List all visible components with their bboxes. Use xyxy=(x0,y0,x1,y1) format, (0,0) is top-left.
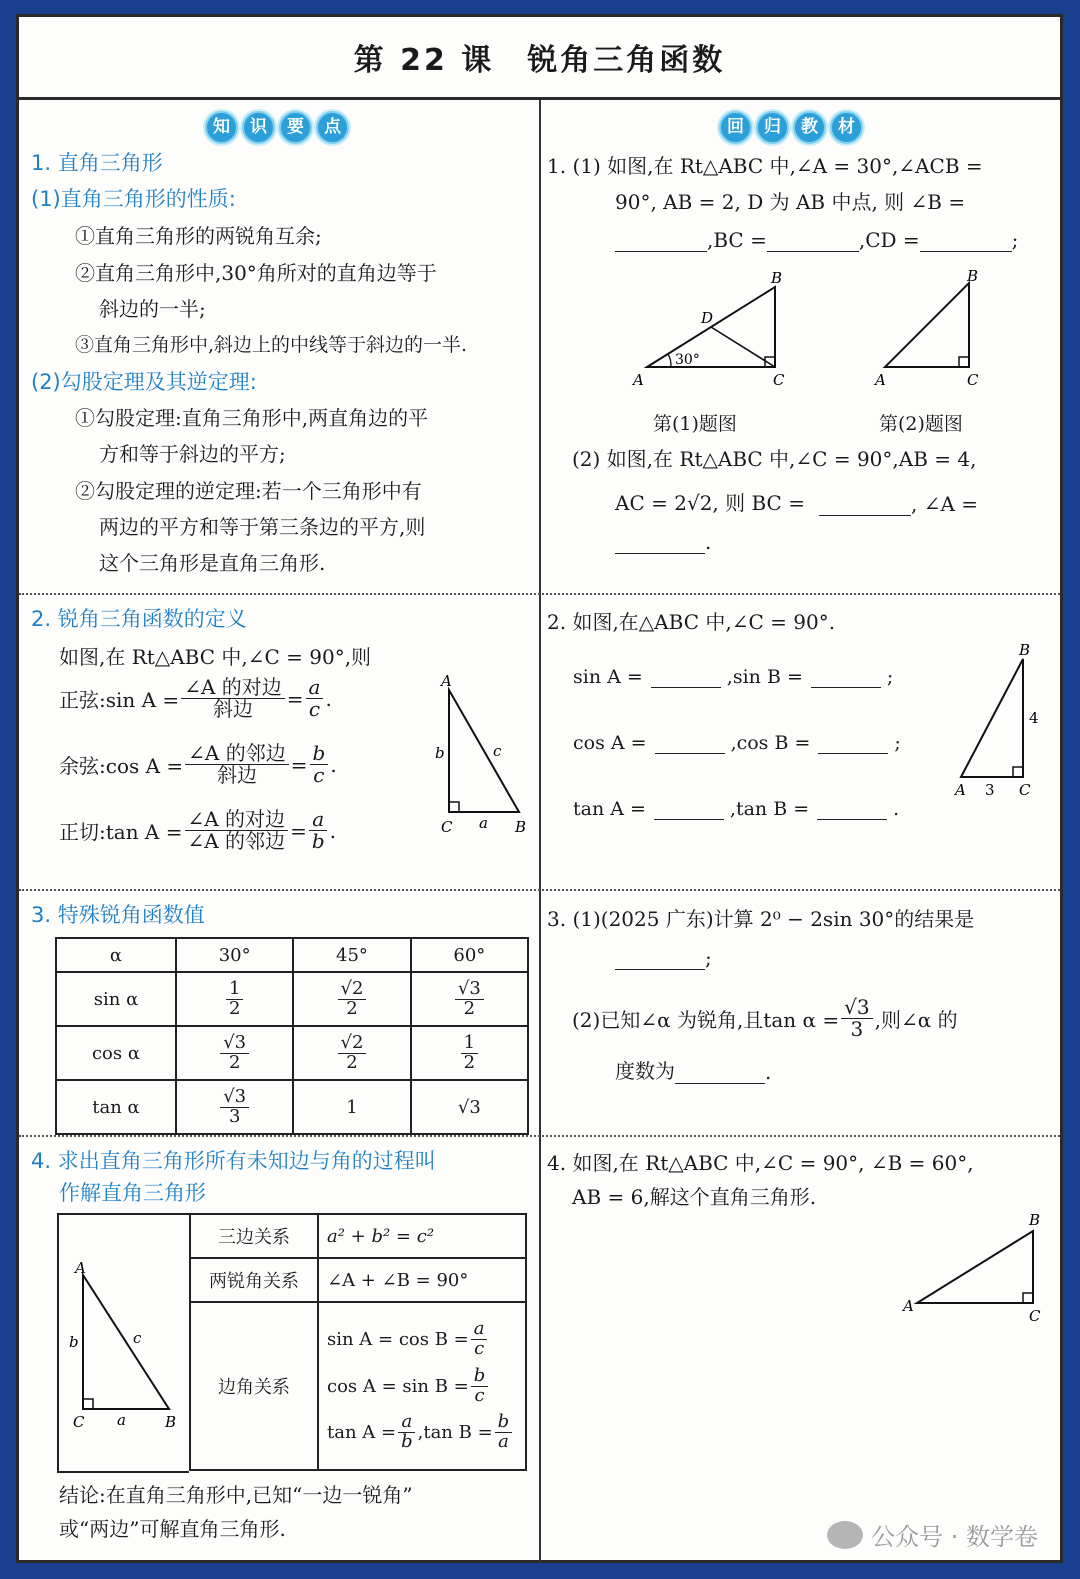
property-2-cont: 斜边的一半; xyxy=(99,297,206,321)
pythagoras-2: ②勾股定理的逆定理:若一个三角形中有 xyxy=(75,479,422,503)
table-header: 60° xyxy=(411,938,528,972)
relation-label: 两锐角关系 xyxy=(190,1258,318,1302)
svg-text:A: A xyxy=(633,371,644,389)
svg-text:C: C xyxy=(773,371,785,389)
section-1-sub-1: (1)直角三角形的性质: xyxy=(31,187,236,211)
table-header: 30° xyxy=(176,938,293,972)
q1-part-2-line-2: AC = 2√2, 则 BC = , ∠A = xyxy=(615,491,979,516)
svg-text:D: D xyxy=(701,309,714,327)
special-values-table: α 30° 45° 60° sin α $\frac{1}{2}$ $\frac{√2}{2}$ $\frac{√3}{2}$ cos α $\frac{√3}{2}$ $\frac{√2}{2}$ $\frac{1}{2}$ tan α $\frac{√3}{3}$ 1 √3 xyxy=(55,937,529,1135)
q3-line-3: 度数为 . xyxy=(615,1059,772,1084)
section-1-heading: 1. 直角三角形 xyxy=(31,151,163,175)
header-char: 归 xyxy=(756,111,789,144)
q1-figure-2 xyxy=(869,269,999,399)
answer-blank[interactable] xyxy=(655,723,725,754)
relation-value: a² + b² = c² xyxy=(318,1214,526,1258)
svg-text:B: B xyxy=(515,818,527,836)
svg-text:B: B xyxy=(1029,1211,1041,1229)
q1-figure-2-caption: 第(2)题图 xyxy=(879,413,963,435)
answer-blank[interactable] xyxy=(615,945,705,970)
svg-text:30°: 30° xyxy=(675,352,700,368)
header-char: 要 xyxy=(279,111,312,144)
pythagoras-2-cont: 两边的平方和等于第三条边的平方,则 xyxy=(99,515,426,539)
answer-blank[interactable] xyxy=(817,789,887,820)
svg-text:B: B xyxy=(967,269,979,285)
header-char: 识 xyxy=(242,111,275,144)
svg-text:C: C xyxy=(967,371,979,389)
q2-sine-row: sin A = ,sin B = ; xyxy=(573,657,893,688)
relation-value-group: sin A = cos B = $\frac{a}{c}$ cos A = sin B = $\frac{b}{c}$ tan A = $\frac{a}{b}$ ,tan B = $\frac{b}{a}$ xyxy=(318,1302,526,1470)
row-divider-2 xyxy=(19,889,1060,891)
wechat-icon xyxy=(827,1521,863,1549)
header-char: 教 xyxy=(793,111,826,144)
svg-text:c: c xyxy=(493,742,502,760)
q1-part-2-line-1: (2) 如图,在 Rt△ABC 中,∠C = 90°,AB = 4, xyxy=(572,447,977,471)
answer-blank[interactable] xyxy=(811,657,881,688)
svg-text:B: B xyxy=(771,269,783,287)
answer-blank[interactable] xyxy=(654,789,724,820)
q1-figure-1 xyxy=(625,269,795,399)
svg-text:A: A xyxy=(75,1259,86,1277)
svg-text:A: A xyxy=(955,781,966,799)
q1-answers: ,BC = ,CD = ; xyxy=(615,227,1018,252)
conclusion-line-2: 或“两边”可解直角三角形. xyxy=(59,1517,286,1541)
row-divider-3 xyxy=(19,1135,1060,1137)
section-3-heading: 3. 特殊锐角函数值 xyxy=(31,903,205,927)
svg-text:A: A xyxy=(875,371,886,389)
row-divider-1 xyxy=(19,593,1060,595)
section-4-heading-cont: 作解直角三角形 xyxy=(59,1181,206,1205)
pythagoras-2-end: 这个三角形是直角三角形. xyxy=(99,551,326,575)
q1-figure-1-caption: 第(1)题图 xyxy=(653,413,737,435)
q2-heading: 2. 如图,在△ABC 中,∠C = 90°. xyxy=(547,610,836,634)
section-1-sub-2: (2)勾股定理及其逆定理: xyxy=(31,370,257,394)
answer-blank[interactable] xyxy=(920,227,1012,252)
svg-text:a: a xyxy=(479,814,488,832)
q2-tangent-row: tan A = ,tan B = . xyxy=(573,789,899,820)
svg-text:B: B xyxy=(165,1413,177,1431)
conclusion-line-1: 结论:在直角三角形中,已知“一边一锐角” xyxy=(59,1483,413,1507)
svg-text:B: B xyxy=(1019,641,1031,659)
relation-value: ∠A + ∠B = 90° xyxy=(318,1258,526,1302)
row-label: tan α xyxy=(56,1080,176,1134)
relation-label: 边角关系 xyxy=(190,1302,318,1470)
tangent-definition: 正切:tan A = $\frac{\text{∠A 的对边}}{\text{∠A 的邻边}}$ = $\frac{a}{b}$ . xyxy=(59,807,336,853)
worksheet xyxy=(16,14,1063,1563)
answer-blank[interactable] xyxy=(819,491,911,516)
textbook-review-header xyxy=(719,111,867,144)
relation-label: 三边关系 xyxy=(190,1214,318,1258)
svg-text:4: 4 xyxy=(1029,709,1039,727)
relations-table xyxy=(189,1213,527,1471)
q3-answer-1: ; xyxy=(615,945,712,970)
svg-text:C: C xyxy=(1019,781,1031,799)
property-2: ②直角三角形中,30°角所对的直角边等于 xyxy=(75,261,437,285)
svg-text:A: A xyxy=(903,1297,914,1315)
column-divider xyxy=(539,100,541,1563)
section-4-heading: 4. 求出直角三角形所有未知边与角的过程叫 xyxy=(31,1149,436,1173)
svg-text:3: 3 xyxy=(985,781,995,799)
q3-line-2: (2)已知∠α 为锐角,且tan α = $\frac{√3}{3}$ ,则∠α 的 xyxy=(572,995,958,1041)
knowledge-points-header xyxy=(205,111,353,144)
table-cell: 1 xyxy=(293,1080,410,1134)
table-cell: √3 xyxy=(411,1080,528,1134)
svg-text:C: C xyxy=(73,1413,85,1431)
property-1: ①直角三角形的两锐角互余; xyxy=(75,224,322,248)
svg-text:b: b xyxy=(435,744,445,762)
q1-part-2-line-3: . xyxy=(615,529,711,554)
answer-blank[interactable] xyxy=(767,227,859,252)
header-char: 知 xyxy=(205,111,238,144)
header-char: 材 xyxy=(830,111,863,144)
header-char: 点 xyxy=(316,111,349,144)
section-2-triangle xyxy=(429,672,539,842)
row-label: sin α xyxy=(56,972,176,1026)
section-2-heading: 2. 锐角三角函数的定义 xyxy=(31,607,247,631)
q4-line-1: 4. 如图,在 Rt△ABC 中,∠C = 90°, ∠B = 60°, xyxy=(547,1151,974,1175)
q4-line-2: AB = 6,解这个直角三角形. xyxy=(572,1185,817,1209)
svg-text:A: A xyxy=(441,672,452,690)
answer-blank[interactable] xyxy=(818,723,888,754)
svg-text:c: c xyxy=(133,1329,142,1347)
section-2-intro: 如图,在 Rt△ABC 中,∠C = 90°,则 xyxy=(59,645,372,669)
watermark: 公众号 · 数学卷 xyxy=(827,1517,1038,1552)
svg-text:C: C xyxy=(1029,1307,1041,1325)
sine-definition: 正弦:sin A = $\frac{\text{∠A 的对边}}{\text{斜边}}$ = $\frac{a}{c}$ . xyxy=(59,675,332,721)
page-title: 第 22 课 锐角三角函数 xyxy=(19,17,1060,100)
q2-cosine-row: cos A = ,cos B = ; xyxy=(573,723,901,754)
cosine-definition: 余弦:cos A = $\frac{\text{∠A 的邻边}}{\text{斜边}}$ = $\frac{b}{c}$ . xyxy=(59,741,337,787)
q1-line-2: 90°, AB = 2, D 为 AB 中点, 则 ∠B = xyxy=(615,190,966,214)
answer-blank[interactable] xyxy=(651,657,721,688)
q3-line-1: 3. (1)(2025 广东)计算 2⁰ − 2sin 30°的结果是 xyxy=(547,907,975,931)
svg-text:b: b xyxy=(69,1333,79,1351)
svg-text:a: a xyxy=(117,1411,126,1429)
row-label: cos α xyxy=(56,1026,176,1080)
table-header: α xyxy=(56,938,176,972)
table-header: 45° xyxy=(293,938,410,972)
answer-blank[interactable] xyxy=(615,227,707,252)
section-4-triangle xyxy=(59,1215,189,1473)
q4-triangle xyxy=(895,1207,1045,1327)
pythagoras-1: ①勾股定理:直角三角形中,两直角边的平 xyxy=(75,406,429,430)
answer-blank[interactable] xyxy=(615,529,705,554)
svg-text:C: C xyxy=(441,818,453,836)
property-3: ③直角三角形中,斜边上的中线等于斜边的一半. xyxy=(75,334,468,356)
pythagoras-1-cont: 方和等于斜边的平方; xyxy=(99,442,286,466)
answer-blank[interactable] xyxy=(675,1059,765,1084)
header-char: 回 xyxy=(719,111,752,144)
section-4-figure-cell xyxy=(57,1213,189,1473)
q2-triangle xyxy=(947,639,1047,809)
q1-line-1: 1. (1) 如图,在 Rt△ABC 中,∠A = 30°,∠ACB = xyxy=(547,154,983,178)
